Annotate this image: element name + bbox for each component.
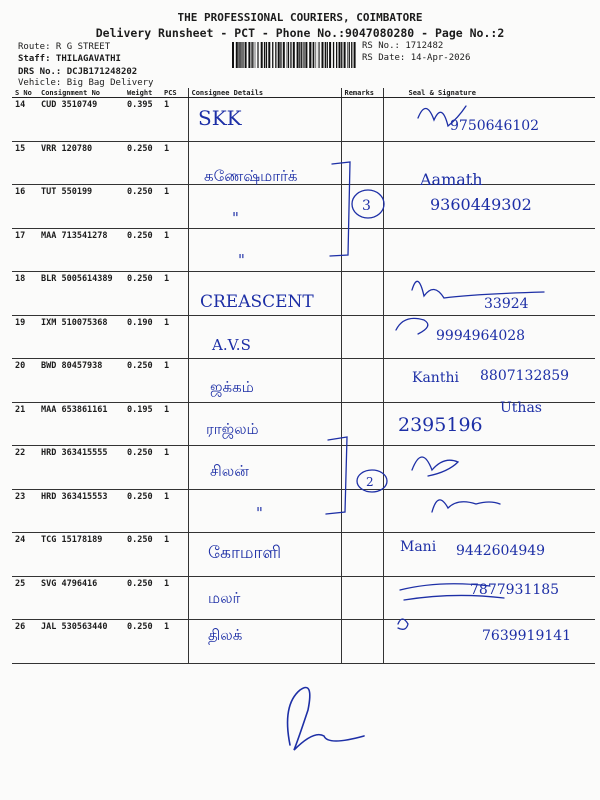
hw-consignee-21: ராஜ்லம்	[206, 420, 259, 438]
remarks-cell	[341, 533, 383, 577]
table-row	[12, 315, 595, 359]
sno-cell: 22	[12, 446, 38, 490]
pcs-cell: 1	[161, 620, 188, 664]
pcs-cell: 1	[161, 185, 188, 229]
consignee-cell	[188, 272, 341, 316]
table-row	[12, 228, 595, 272]
pcs-cell: 1	[161, 98, 188, 142]
hw-consignee-23: "	[256, 504, 263, 522]
sno-cell: 25	[12, 576, 38, 620]
hw-consignee-16: "	[232, 209, 239, 227]
consignment-cell: BLR 5005614389	[38, 272, 124, 316]
consignee-cell	[188, 359, 341, 403]
hw-phone-14: 9750646102	[450, 118, 540, 134]
signature-cell	[383, 98, 595, 142]
remarks-cell	[341, 315, 383, 359]
hw-consignee-24: கோமாளி	[208, 543, 282, 563]
weight-cell: 0.190	[124, 315, 161, 359]
consignee-cell	[188, 446, 341, 490]
weight-cell: 0.250	[124, 185, 161, 229]
hw-consignee-14: SKK	[198, 106, 242, 130]
table-row	[12, 620, 595, 664]
consignment-cell: BWD 80457938	[38, 359, 124, 403]
consignee-cell	[188, 533, 341, 577]
consignment-cell: TCG 15178189	[38, 533, 124, 577]
weight-cell: 0.395	[124, 98, 161, 142]
hw-signature-20: Kanthi	[412, 370, 459, 386]
signature-cell	[383, 533, 595, 577]
hw-count-1: 3	[362, 198, 371, 214]
signature-cell	[383, 359, 595, 403]
rs-number: RS No.: 1712482	[362, 41, 444, 51]
table-row	[12, 98, 595, 142]
consignee-cell	[188, 228, 341, 272]
consignee-cell	[188, 576, 341, 620]
consignee-cell	[188, 185, 341, 229]
consignment-cell: TUT 550199	[38, 185, 124, 229]
sno-cell: 17	[12, 228, 38, 272]
consignee-cell	[188, 141, 341, 185]
hw-consignee-17: "	[238, 251, 245, 269]
consignee-cell	[188, 489, 341, 533]
col-weight: Weight	[124, 88, 161, 98]
weight-cell: 0.250	[124, 228, 161, 272]
hw-phone-19: 9994964028	[436, 328, 526, 344]
consignee-cell	[188, 98, 341, 142]
weight-cell: 0.250	[124, 533, 161, 577]
hw-consignee-20: ஜக்கம்	[210, 378, 254, 396]
rs-date: RS Date: 14-Apr-2026	[362, 53, 471, 63]
consignment-cell: SVG 4796416	[38, 576, 124, 620]
remarks-cell	[341, 402, 383, 446]
remarks-cell	[341, 228, 383, 272]
pcs-cell: 1	[161, 489, 188, 533]
drs-number: DRS No.: DCJB171248202	[18, 67, 138, 77]
sno-cell: 14	[12, 98, 38, 142]
signature-cell	[383, 228, 595, 272]
hw-count-2: 2	[366, 475, 374, 489]
hw-consignee-19: A.V.S	[212, 336, 251, 354]
table-header-row	[12, 88, 595, 98]
consignment-cell: CUD 3510749	[38, 98, 124, 142]
sno-cell: 21	[12, 402, 38, 446]
hw-phone-24: 9442604949	[456, 543, 546, 559]
runsheet-table	[12, 88, 595, 664]
barcode-icon	[232, 42, 358, 68]
hw-consignee-25: மலர்	[208, 589, 241, 607]
hw-consignee-15: கணேஷ்மார்க்	[204, 167, 298, 185]
remarks-cell	[341, 620, 383, 664]
pcs-cell: 1	[161, 576, 188, 620]
sno-cell: 16	[12, 185, 38, 229]
sno-cell: 18	[12, 272, 38, 316]
consignment-cell: HRD 363415553	[38, 489, 124, 533]
weight-cell: 0.250	[124, 359, 161, 403]
consignment-cell: VRR 120780	[38, 141, 124, 185]
hw-phone-21: 2395196	[398, 414, 483, 436]
hw-consignee-26: திலக்	[208, 626, 243, 644]
sno-cell: 20	[12, 359, 38, 403]
pcs-cell: 1	[161, 272, 188, 316]
consignment-cell: HRD 363415555	[38, 446, 124, 490]
signature-cell	[383, 272, 595, 316]
remarks-cell	[341, 446, 383, 490]
vehicle-label: Vehicle: Big Bag Delivery	[18, 78, 154, 88]
hw-phone-18: 33924	[484, 296, 529, 312]
hw-phone-26: 7639919141	[482, 628, 572, 644]
weight-cell: 0.195	[124, 402, 161, 446]
col-consignee: Consignee Details	[188, 88, 341, 98]
signature-cell	[383, 185, 595, 229]
signature-cell	[383, 489, 595, 533]
table-row	[12, 446, 595, 490]
sno-cell: 24	[12, 533, 38, 577]
consignee-cell	[188, 620, 341, 664]
pcs-cell: 1	[161, 533, 188, 577]
remarks-cell	[341, 141, 383, 185]
consignment-cell: IXM 510075368	[38, 315, 124, 359]
remarks-cell	[341, 576, 383, 620]
pcs-cell: 1	[161, 446, 188, 490]
pcs-cell: 1	[161, 359, 188, 403]
sno-cell: 26	[12, 620, 38, 664]
remarks-cell	[341, 489, 383, 533]
signature-cell	[383, 576, 595, 620]
weight-cell: 0.250	[124, 620, 161, 664]
col-pcs: PCS	[161, 88, 188, 98]
signature-cell	[383, 620, 595, 664]
pcs-cell: 1	[161, 315, 188, 359]
table-row	[12, 272, 595, 316]
signature-cell	[383, 141, 595, 185]
table-row	[12, 576, 595, 620]
remarks-cell	[341, 98, 383, 142]
consignment-cell: JAL 530563440	[38, 620, 124, 664]
consignment-cell: MAA 653861161	[38, 402, 124, 446]
hw-signature-24: Mani	[400, 539, 437, 555]
hw-signature-21: Uthas	[500, 400, 542, 416]
weight-cell: 0.250	[124, 272, 161, 316]
pcs-cell: 1	[161, 141, 188, 185]
route-label: Route: R G STREET	[18, 42, 111, 52]
hw-phone-20: 8807132859	[480, 368, 570, 384]
pcs-cell: 1	[161, 228, 188, 272]
table-row	[12, 489, 595, 533]
table-row	[12, 402, 595, 446]
hw-phone-15: 9360449302	[430, 195, 532, 214]
hw-phone-25: 7877931185	[470, 582, 560, 598]
sno-cell: 23	[12, 489, 38, 533]
pcs-cell: 1	[161, 402, 188, 446]
table-row	[12, 185, 595, 229]
hw-consignee-18: CREASCENT	[200, 292, 314, 312]
weight-cell: 0.250	[124, 489, 161, 533]
consignment-cell: MAA 713541278	[38, 228, 124, 272]
weight-cell: 0.250	[124, 446, 161, 490]
remarks-cell	[341, 272, 383, 316]
hw-signature-15: Aamath	[420, 170, 483, 189]
table-row	[12, 359, 595, 403]
sno-cell: 15	[12, 141, 38, 185]
col-consignment: Consignment No	[38, 88, 124, 98]
signature-cell	[383, 315, 595, 359]
col-sno: S No	[12, 88, 38, 98]
remarks-cell	[341, 359, 383, 403]
hw-consignee-22: சிலன்	[210, 462, 249, 480]
staff-label: Staff: THILAGAVATHI	[18, 54, 121, 64]
col-remarks: Remarks	[341, 88, 383, 98]
weight-cell: 0.250	[124, 141, 161, 185]
table-row	[12, 141, 595, 185]
col-signature: Seal & Signature	[383, 88, 595, 98]
bottom-signature	[288, 688, 364, 751]
weight-cell: 0.250	[124, 576, 161, 620]
consignee-cell	[188, 402, 341, 446]
sno-cell: 19	[12, 315, 38, 359]
table-row	[12, 533, 595, 577]
runsheet-subtitle: Delivery Runsheet - PCT - Phone No.:9047080280 - Page No.:2	[95, 26, 505, 40]
consignee-cell	[188, 315, 341, 359]
company-title: THE PROFESSIONAL COURIERS, COIMBATORE	[177, 11, 423, 24]
signature-cell	[383, 402, 595, 446]
signature-cell	[383, 446, 595, 490]
remarks-cell	[341, 185, 383, 229]
